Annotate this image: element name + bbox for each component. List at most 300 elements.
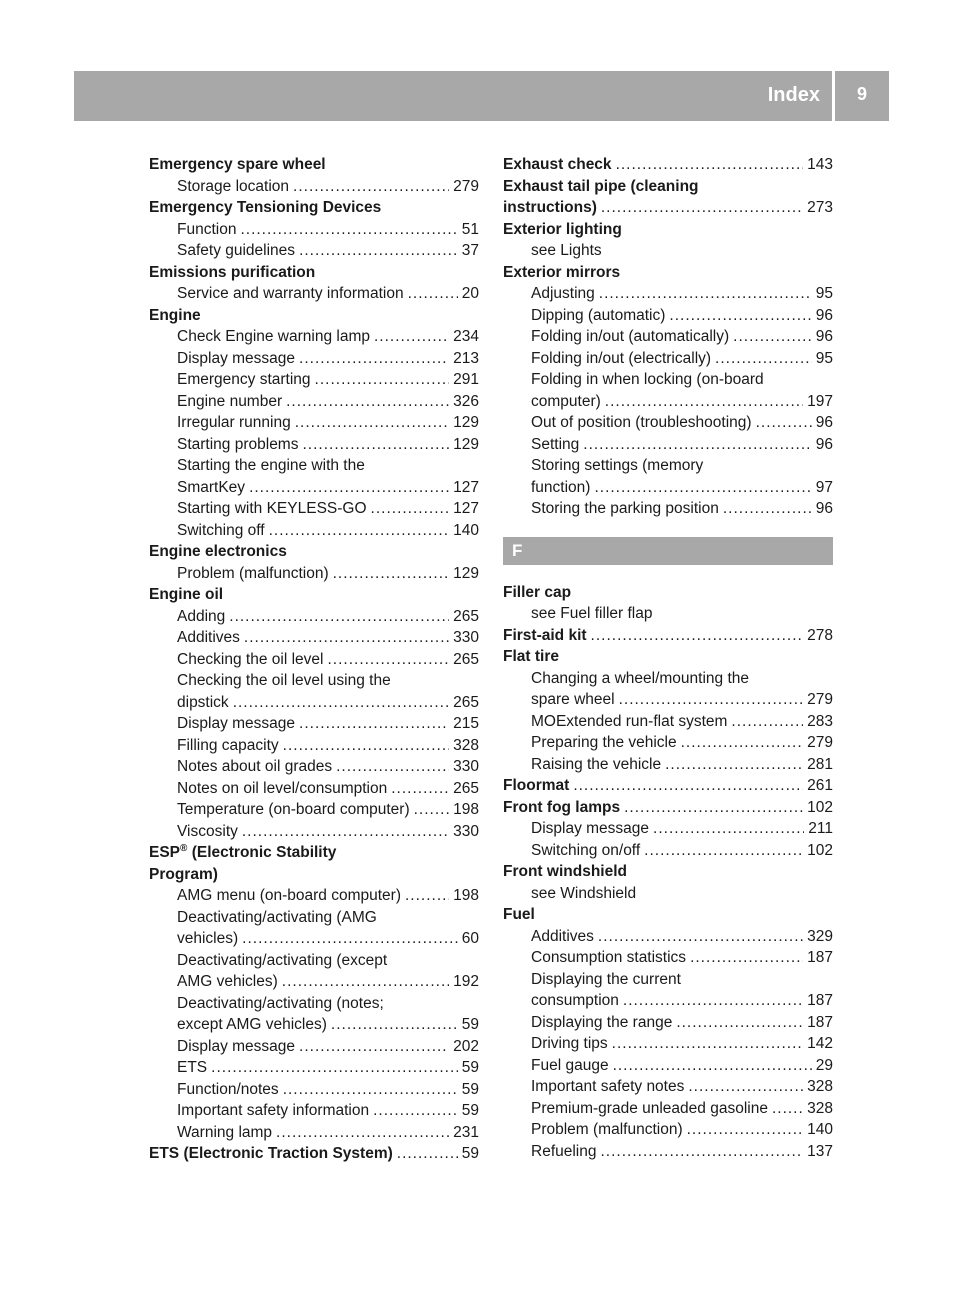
entry-text: Front windshield bbox=[503, 863, 627, 880]
page-reference: 187 bbox=[807, 1013, 833, 1031]
entry-text: Storage location bbox=[177, 177, 290, 195]
page-reference: 328 bbox=[807, 1078, 833, 1095]
leader-dots bbox=[293, 176, 449, 198]
index-subentry bbox=[149, 391, 479, 413]
page-reference: 231 bbox=[453, 1123, 479, 1141]
header-bar bbox=[74, 71, 889, 121]
index-subentry bbox=[503, 818, 833, 840]
entry-text: Storing the parking position bbox=[531, 500, 719, 517]
leader-dots bbox=[583, 434, 811, 456]
index-subentry bbox=[149, 326, 479, 348]
index-subentry bbox=[149, 369, 479, 391]
entry-text: see Windshield bbox=[531, 884, 637, 902]
entry-text: Switching off bbox=[177, 521, 265, 539]
leader-dots bbox=[619, 689, 804, 711]
index-subentry bbox=[149, 928, 479, 950]
leader-dots bbox=[269, 520, 450, 542]
entry-text: Raising the vehicle bbox=[531, 755, 662, 773]
page-reference: 59 bbox=[461, 1059, 479, 1076]
leader-dots bbox=[286, 391, 449, 413]
leader-dots bbox=[414, 799, 450, 821]
entry-text: Emergency Tensioning Devices bbox=[149, 199, 382, 216]
entry-text: Starting the engine with the bbox=[177, 457, 365, 474]
entry-text: Fuel bbox=[503, 906, 535, 923]
index-subentry bbox=[503, 1055, 833, 1077]
entry-text: vehicles) bbox=[177, 930, 239, 947]
leader-dots bbox=[408, 283, 458, 305]
entry-text: Problem (malfunction) bbox=[177, 564, 329, 582]
page-reference: 102 bbox=[807, 798, 833, 816]
entry-text: ETS bbox=[177, 1059, 208, 1076]
index-subentry bbox=[503, 369, 833, 391]
entry-text: Checking the oil level bbox=[177, 650, 324, 668]
page-reference: 234 bbox=[453, 328, 479, 345]
leader-dots bbox=[283, 735, 449, 757]
entry-text: ETS (Electronic Traction System) bbox=[149, 1145, 393, 1162]
index-subentry bbox=[503, 305, 833, 327]
leader-dots bbox=[233, 692, 449, 714]
entry-text: see Fuel filler flap bbox=[531, 605, 653, 622]
page-reference: 279 bbox=[453, 177, 479, 195]
entry-text: computer) bbox=[531, 392, 601, 410]
index-subentry bbox=[503, 283, 833, 305]
leader-dots bbox=[242, 928, 458, 950]
entry-text: Fuel gauge bbox=[531, 1056, 609, 1074]
page-reference: 187 bbox=[807, 949, 833, 966]
index-subentry bbox=[149, 455, 479, 477]
entry-text: AMG vehicles) bbox=[177, 973, 278, 990]
entry-text: Important safety notes bbox=[531, 1078, 685, 1095]
index-subentry bbox=[149, 412, 479, 434]
index-entry bbox=[503, 582, 833, 604]
page-reference: 202 bbox=[453, 1037, 479, 1055]
page-reference: 215 bbox=[453, 715, 479, 732]
leader-dots bbox=[276, 1122, 449, 1144]
entry-text: Dipping (automatic) bbox=[531, 306, 666, 324]
leader-dots bbox=[612, 1033, 803, 1055]
entry-text: Deactivating/activating (AMG bbox=[177, 908, 377, 926]
entry-text: dipstick bbox=[177, 693, 229, 711]
leader-dots bbox=[229, 606, 449, 628]
entry-text: instructions) bbox=[503, 199, 597, 216]
leader-dots bbox=[397, 1143, 458, 1165]
page-reference: 95 bbox=[815, 349, 833, 367]
entry-text: Consumption statistics bbox=[531, 949, 687, 966]
index-entry bbox=[503, 861, 833, 883]
entry-text: see Lights bbox=[531, 242, 602, 259]
entry-text: Displaying the current bbox=[531, 970, 681, 988]
index-subentry bbox=[149, 821, 479, 843]
entry-text: Starting problems bbox=[177, 435, 299, 453]
page-reference: 127 bbox=[453, 478, 479, 496]
page-reference: 265 bbox=[453, 693, 479, 711]
index-subentry bbox=[149, 1079, 479, 1101]
page-reference: 96 bbox=[815, 414, 833, 431]
index-subentry bbox=[149, 799, 479, 821]
leader-dots bbox=[676, 1012, 803, 1034]
index-subentry bbox=[503, 947, 833, 969]
index-subentry bbox=[149, 778, 479, 800]
page-reference: 192 bbox=[453, 973, 479, 990]
index-entry bbox=[149, 584, 479, 606]
page-reference: 59 bbox=[461, 1016, 479, 1033]
leader-dots bbox=[391, 778, 449, 800]
index-entry bbox=[503, 797, 833, 819]
entry-text: except AMG vehicles) bbox=[177, 1016, 327, 1033]
entry-text: First-aid kit bbox=[503, 626, 587, 644]
index-entry bbox=[149, 305, 479, 327]
entry-text: Deactivating/activating (notes; bbox=[177, 994, 384, 1012]
leader-dots bbox=[299, 240, 458, 262]
section-header bbox=[503, 537, 833, 565]
leader-dots bbox=[624, 797, 803, 819]
page-reference: 59 bbox=[461, 1145, 479, 1162]
leader-dots bbox=[373, 1100, 458, 1122]
entry-text: Adjusting bbox=[531, 285, 595, 302]
page-reference: 261 bbox=[807, 777, 833, 794]
page-reference: 96 bbox=[815, 306, 833, 324]
index-entry bbox=[149, 842, 479, 864]
index-subentry bbox=[149, 348, 479, 370]
leader-dots bbox=[336, 756, 449, 778]
leader-dots bbox=[594, 477, 811, 499]
entry-text: Exhaust check bbox=[503, 156, 612, 173]
index-entry bbox=[149, 1143, 479, 1165]
entry-text: Starting with KEYLESS-GO bbox=[177, 500, 367, 517]
index-subentry bbox=[149, 713, 479, 735]
leader-dots bbox=[315, 369, 450, 391]
entry-text: Folding in/out (electrically) bbox=[531, 349, 712, 367]
index-subentry bbox=[503, 711, 833, 733]
index-subentry bbox=[149, 735, 479, 757]
entry-text: Check Engine warning lamp bbox=[177, 328, 370, 345]
entry-text: consumption bbox=[531, 992, 619, 1009]
index-entry bbox=[503, 775, 833, 797]
page-reference: 265 bbox=[453, 650, 479, 668]
page-reference: 137 bbox=[807, 1142, 833, 1160]
leader-dots bbox=[405, 885, 449, 907]
leader-dots bbox=[653, 818, 804, 840]
page-reference: 60 bbox=[461, 930, 479, 947]
entry-text: Viscosity bbox=[177, 822, 238, 840]
entry-text: Display message bbox=[177, 1037, 296, 1055]
page-reference: 59 bbox=[461, 1080, 479, 1098]
entry-text: Function bbox=[177, 220, 237, 238]
leader-dots bbox=[282, 971, 449, 993]
index-subentry bbox=[503, 348, 833, 370]
index-subentry bbox=[149, 1122, 479, 1144]
page-reference: 29 bbox=[815, 1056, 833, 1074]
index-subentry bbox=[503, 434, 833, 456]
leader-dots bbox=[613, 1055, 812, 1077]
entry-text: Notes about oil grades bbox=[177, 758, 333, 775]
leader-dots bbox=[623, 990, 803, 1012]
page-reference: 95 bbox=[815, 285, 833, 302]
index-subentry bbox=[149, 1014, 479, 1036]
index-column-left bbox=[149, 154, 479, 1165]
page-reference: 279 bbox=[807, 691, 833, 708]
index-entry bbox=[503, 219, 833, 241]
leader-dots bbox=[772, 1098, 803, 1120]
index-entry bbox=[149, 154, 479, 176]
entry-text: function) bbox=[531, 478, 591, 496]
entry-text: Engine bbox=[149, 306, 201, 324]
leader-dots bbox=[733, 326, 812, 348]
page-reference: 140 bbox=[807, 1121, 833, 1138]
page-reference: 281 bbox=[807, 755, 833, 773]
page-header-title: Index bbox=[767, 84, 820, 106]
index-entry bbox=[149, 541, 479, 563]
index-subentry bbox=[503, 412, 833, 434]
leader-dots bbox=[688, 1076, 803, 1098]
index-subentry bbox=[503, 969, 833, 991]
leader-dots bbox=[299, 348, 449, 370]
entry-text: Notes on oil level/consumption bbox=[177, 779, 388, 797]
entry-text: Warning lamp bbox=[177, 1123, 273, 1141]
leader-dots bbox=[299, 713, 449, 735]
page-reference: 211 bbox=[808, 820, 833, 837]
entry-text: Engine number bbox=[177, 392, 283, 410]
index-subentry bbox=[149, 477, 479, 499]
entry-text: Emissions purification bbox=[149, 263, 316, 281]
page-reference: 273 bbox=[807, 199, 833, 216]
entry-text: SmartKey bbox=[177, 478, 246, 496]
entry-text: Function/notes bbox=[177, 1080, 279, 1098]
index-subentry bbox=[503, 240, 833, 262]
entry-text: Changing a wheel/mounting the bbox=[531, 669, 750, 687]
index-subentry bbox=[149, 1100, 479, 1122]
index-subentry bbox=[503, 498, 833, 520]
entry-text: Deactivating/activating (except bbox=[177, 951, 388, 969]
leader-dots bbox=[687, 1119, 804, 1141]
entry-text: Filler cap bbox=[503, 583, 572, 601]
page-reference: 127 bbox=[453, 500, 479, 517]
index-subentry bbox=[149, 670, 479, 692]
entry-text: Safety guidelines bbox=[177, 242, 296, 259]
leader-dots bbox=[295, 412, 449, 434]
index-subentry bbox=[503, 883, 833, 905]
index-subentry bbox=[503, 477, 833, 499]
leader-dots bbox=[591, 625, 804, 647]
leader-dots bbox=[665, 754, 803, 776]
index-subentry bbox=[149, 606, 479, 628]
page-reference: 140 bbox=[453, 521, 479, 539]
index-subentry bbox=[149, 520, 479, 542]
page-reference: 143 bbox=[807, 156, 833, 173]
entry-text: Temperature (on-board computer) bbox=[177, 801, 410, 818]
entry-text: Floormat bbox=[503, 777, 570, 794]
page-reference: 96 bbox=[815, 435, 833, 453]
index-subentry bbox=[503, 754, 833, 776]
page-reference: 197 bbox=[807, 392, 833, 410]
index-subentry bbox=[503, 926, 833, 948]
page-reference: 198 bbox=[453, 887, 479, 904]
page-reference: 37 bbox=[461, 242, 479, 259]
page-reference: 279 bbox=[807, 734, 833, 751]
entry-text: Driving tips bbox=[531, 1035, 608, 1052]
index-subentry bbox=[503, 1119, 833, 1141]
leader-dots bbox=[333, 563, 450, 585]
index-subentry bbox=[503, 326, 833, 348]
index-subentry bbox=[149, 971, 479, 993]
leader-dots bbox=[573, 775, 803, 797]
page-reference: 51 bbox=[461, 220, 479, 238]
page-reference: 326 bbox=[453, 392, 479, 410]
index-entry bbox=[149, 197, 479, 219]
entry-text: Exhaust tail pipe (cleaning bbox=[503, 177, 699, 195]
page-reference: 330 bbox=[453, 758, 479, 775]
leader-dots bbox=[681, 732, 804, 754]
index-subentry bbox=[149, 907, 479, 929]
leader-dots bbox=[331, 1014, 458, 1036]
page-reference: 129 bbox=[453, 564, 479, 582]
entry-text: Folding in/out (automatically) bbox=[531, 328, 730, 345]
entry-text: Folding in when locking (on-board bbox=[531, 371, 764, 388]
page-reference: 291 bbox=[453, 371, 479, 388]
entry-text: Display message bbox=[177, 715, 296, 732]
page-reference: 213 bbox=[453, 349, 479, 367]
section-letter: F bbox=[512, 540, 523, 560]
leader-dots bbox=[723, 498, 812, 520]
page-reference: 328 bbox=[453, 736, 479, 754]
page-reference: 129 bbox=[453, 414, 479, 431]
index-subentry bbox=[503, 732, 833, 754]
leader-dots bbox=[601, 1141, 804, 1163]
page-reference: 328 bbox=[807, 1099, 833, 1117]
index-subentry bbox=[149, 1057, 479, 1079]
entry-text: Service and warranty information bbox=[177, 285, 404, 302]
entry-text: Setting bbox=[531, 435, 580, 453]
entry-text: Exterior mirrors bbox=[503, 263, 621, 281]
index-entry bbox=[503, 646, 833, 668]
entry-text: Flat tire bbox=[503, 648, 559, 665]
leader-dots bbox=[599, 283, 812, 305]
page-reference: 198 bbox=[453, 801, 479, 818]
leader-dots bbox=[374, 326, 449, 348]
entry-text: Adding bbox=[177, 607, 226, 625]
leader-dots bbox=[756, 412, 812, 434]
entry-text: Engine oil bbox=[149, 586, 224, 603]
page-reference: 96 bbox=[815, 328, 833, 345]
leader-dots bbox=[244, 627, 449, 649]
index-subentry bbox=[149, 627, 479, 649]
index-subentry bbox=[503, 1076, 833, 1098]
index-subentry bbox=[503, 668, 833, 690]
leader-dots bbox=[616, 154, 804, 176]
entry-text: Exterior lighting bbox=[503, 220, 622, 238]
entry-text: Filling capacity bbox=[177, 736, 279, 754]
leader-dots bbox=[601, 197, 803, 219]
entry-text: Storing settings (memory bbox=[531, 457, 704, 474]
index-entry bbox=[503, 176, 833, 198]
leader-dots bbox=[283, 1079, 458, 1101]
index-subentry bbox=[149, 219, 479, 241]
entry-text: Preparing the vehicle bbox=[531, 734, 677, 751]
entry-text: Display message bbox=[531, 820, 650, 837]
entry-text: Premium-grade unleaded gasoline bbox=[531, 1099, 768, 1117]
index-subentry bbox=[503, 1141, 833, 1163]
page-reference: 278 bbox=[807, 626, 833, 644]
leader-dots bbox=[715, 348, 812, 370]
page-reference: 265 bbox=[453, 607, 479, 625]
index-subentry bbox=[149, 283, 479, 305]
index-entry bbox=[503, 197, 833, 219]
entry-text: spare wheel bbox=[531, 691, 615, 708]
index-subentry bbox=[149, 563, 479, 585]
index-subentry bbox=[149, 240, 479, 262]
index-subentry bbox=[149, 950, 479, 972]
entry-text: Problem (malfunction) bbox=[531, 1121, 683, 1138]
index-subentry bbox=[503, 391, 833, 413]
page-reference: 187 bbox=[807, 992, 833, 1009]
index-entry bbox=[503, 262, 833, 284]
entry-text: MOExtended run-flat system bbox=[531, 712, 728, 730]
entry-text: Important safety information bbox=[177, 1102, 370, 1119]
index-subentry bbox=[149, 498, 479, 520]
leader-dots bbox=[240, 219, 457, 241]
entry-text: ESP® (Electronic Stability bbox=[149, 842, 337, 861]
index-subentry bbox=[149, 885, 479, 907]
index-subentry bbox=[503, 603, 833, 625]
page-reference: 329 bbox=[807, 927, 833, 945]
index-column-right bbox=[503, 154, 833, 1162]
index-entry bbox=[149, 262, 479, 284]
index-entry bbox=[503, 154, 833, 176]
leader-dots bbox=[299, 1036, 449, 1058]
index-subentry bbox=[149, 692, 479, 714]
entry-text: Refueling bbox=[531, 1142, 597, 1160]
page-reference: 96 bbox=[815, 500, 833, 517]
entry-text: Irregular running bbox=[177, 414, 291, 431]
page-reference: 265 bbox=[453, 779, 479, 797]
index-subentry bbox=[149, 649, 479, 671]
leader-dots bbox=[605, 391, 803, 413]
entry-text: Switching on/off bbox=[531, 841, 641, 859]
page-reference: 283 bbox=[807, 712, 833, 730]
index-subentry bbox=[503, 1098, 833, 1120]
page-reference: 129 bbox=[453, 435, 479, 453]
index-entry bbox=[503, 904, 833, 926]
index-subentry bbox=[503, 689, 833, 711]
leader-dots bbox=[598, 926, 803, 948]
index-subentry bbox=[149, 1036, 479, 1058]
leader-dots bbox=[211, 1057, 458, 1079]
page-reference: 102 bbox=[807, 841, 833, 859]
page-reference: 97 bbox=[815, 478, 833, 496]
entry-text: Emergency spare wheel bbox=[149, 156, 326, 173]
index-subentry bbox=[503, 455, 833, 477]
index-subentry bbox=[149, 434, 479, 456]
index-subentry bbox=[149, 176, 479, 198]
entry-text: Engine electronics bbox=[149, 543, 287, 560]
leader-dots bbox=[249, 477, 449, 499]
page-number: 9 bbox=[856, 84, 867, 104]
page-reference: 59 bbox=[461, 1102, 479, 1119]
leader-dots bbox=[644, 840, 803, 862]
page-reference: 142 bbox=[807, 1035, 833, 1052]
leader-dots bbox=[327, 649, 449, 671]
page-reference: 20 bbox=[461, 285, 479, 302]
leader-dots bbox=[242, 821, 449, 843]
index-subentry bbox=[503, 990, 833, 1012]
page-reference: 330 bbox=[453, 822, 479, 840]
leader-dots bbox=[371, 498, 450, 520]
entry-text: Front fog lamps bbox=[503, 798, 621, 816]
index-entry bbox=[503, 625, 833, 647]
entry-text: Additives bbox=[531, 927, 594, 945]
leader-dots bbox=[690, 947, 803, 969]
index-subentry bbox=[149, 756, 479, 778]
